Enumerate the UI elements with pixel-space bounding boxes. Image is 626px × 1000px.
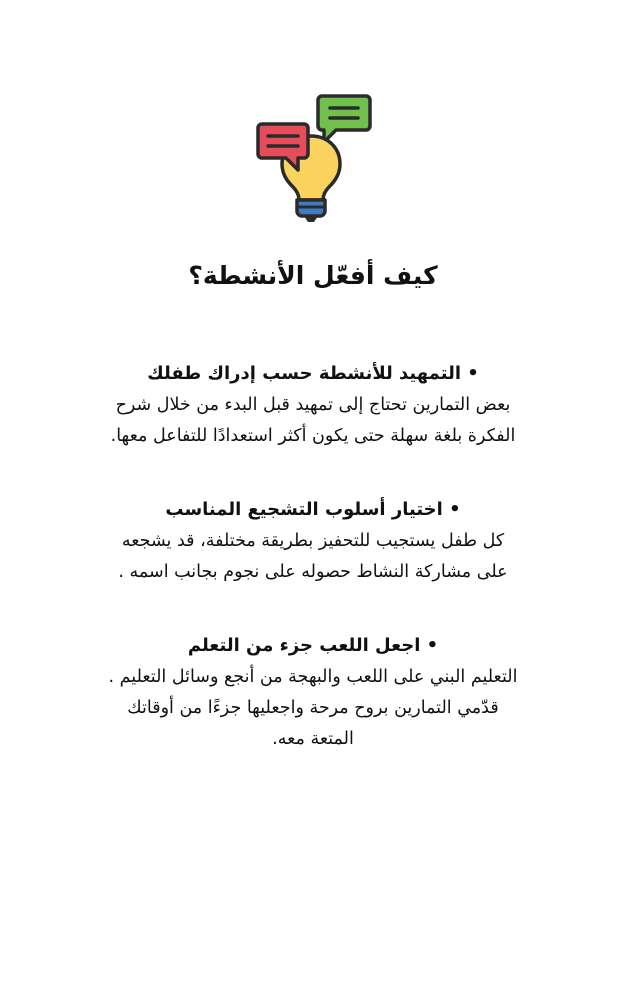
tip-body-line: التعليم البني على اللعب والبهجة من أنجع وسائل التعليم .	[108, 667, 518, 687]
tip-body-line: قدّمي التمارين بروح مرحة واجعليها جزءًا من أوقاتك	[127, 698, 499, 718]
tip-body-line: كل طفل يستجيب للتحفيز بطريقة مختلفة، قد يشجعه	[121, 531, 505, 551]
tip-heading: • التمهيد للأنشطة حسب إدراك طفلك	[147, 363, 479, 384]
tip-body-line: على مشاركة النشاط حصوله على نجوم بجانب اسمه .	[118, 562, 508, 582]
tip-item	[30, 358, 596, 452]
tip-body-line: بعض التمارين تحتاج إلى تمهيد قبل البدء من خلال شرح	[115, 395, 511, 415]
tip-item	[30, 494, 596, 588]
lightbulb-speech-bubbles-icon	[252, 88, 374, 228]
tip-body-line: الفكرة بلغة سهلة حتى يكون أكثر استعدادًا للتفاعل معها.	[110, 426, 516, 446]
green-speech-bubble-icon	[318, 96, 370, 142]
tip-body	[30, 526, 596, 588]
tip-heading: • اختيار أسلوب التشجيع المناسب	[165, 499, 461, 520]
tips-list	[30, 358, 596, 755]
page-title: كيف أفعّل الأنشطة؟	[188, 261, 438, 290]
tip-item	[30, 630, 596, 755]
tip-body-line: المتعة معه.	[272, 729, 354, 749]
tip-heading: • اجعل اللعب جزء من التعلم	[187, 635, 439, 656]
tip-body	[30, 390, 596, 452]
tip-body	[30, 662, 596, 755]
